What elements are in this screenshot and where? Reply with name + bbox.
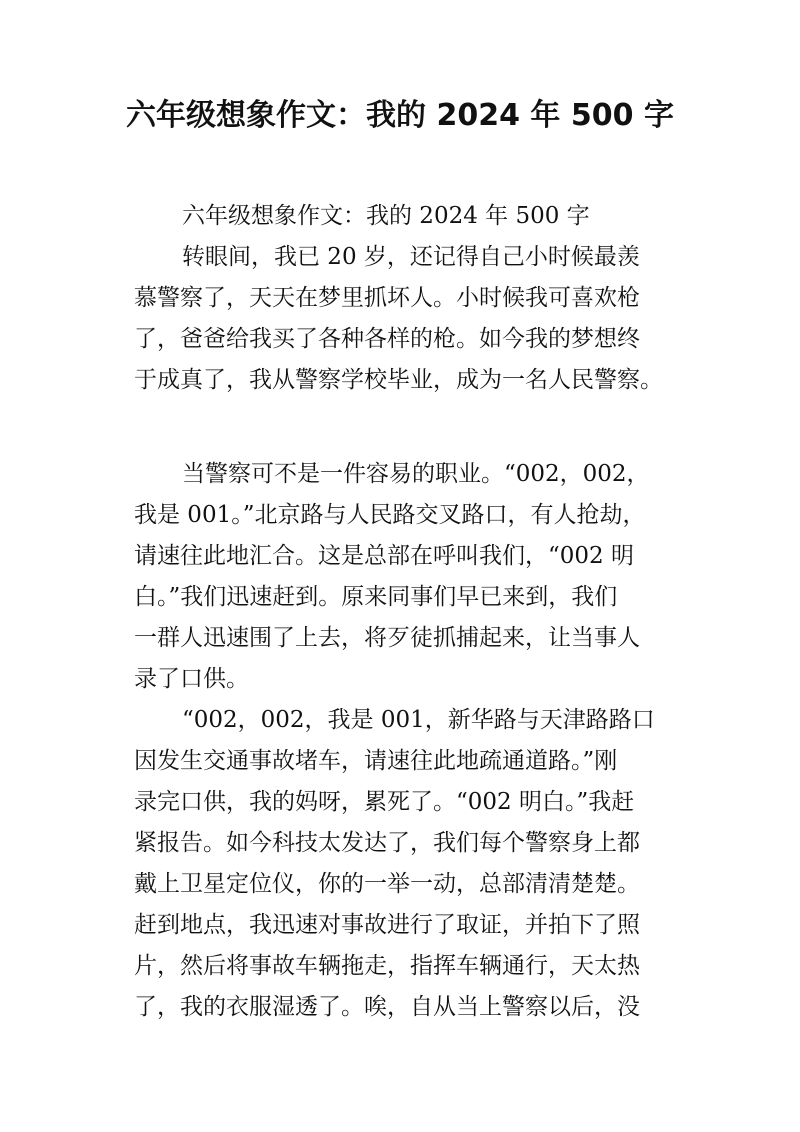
text-line: 慕警察了，天天在梦里抓坏人。小时候我可喜欢枪 [134, 285, 640, 311]
text-line: 六年级想象作文：我的 2024 年 500 字 [182, 203, 590, 229]
document-body [134, 196, 694, 1028]
document-title: 六年级想象作文：我的 2024 年 500 字 [126, 98, 674, 133]
paragraph-gap [134, 401, 694, 454]
text-line: 当警察可不是一件容易的职业。“002，002， [182, 461, 650, 487]
text-line: 因发生交通事故堵车，请速往此地疏通道路。”刚 [134, 748, 618, 774]
text-line: 转眼间，我已 20 岁，还记得自己小时候最羡 [182, 244, 640, 270]
text-line: 录完口供，我的妈呀，累死了。“002 明白。”我赶 [134, 789, 635, 815]
text-line: 白。”我们迅速赶到。原来同事们早已来到，我们 [134, 584, 618, 610]
text-line: 了，爸爸给我买了各种各样的枪。如今我的梦想终 [134, 326, 640, 352]
text-line: 请速往此地汇合。这是总部在呼叫我们，“002 明 [134, 543, 634, 569]
text-line: “002，002，我是 001，新华路与天津路路口 [182, 707, 655, 733]
text-line: 我是 001。”北京路与人民路交叉路口，有人抢劫， [134, 502, 646, 528]
text-line: 戴上卫星定位仪，你的一举一动，总部清清楚楚。 [134, 871, 640, 897]
text-line: 了，我的衣服湿透了。唉，自从当上警察以后，没 [134, 994, 640, 1020]
text-line: 一群人迅速围了上去，将歹徒抓捕起来，让当事人 [134, 625, 640, 651]
text-line: 片，然后将事故车辆拖走，指挥车辆通行，天太热 [134, 953, 640, 979]
text-line: 录了口供。 [134, 666, 249, 692]
text-line: 紧报告。如今科技太发达了，我们每个警察身上都 [134, 830, 640, 856]
text-line: 于成真了，我从警察学校毕业，成为一名人民警察。 [134, 367, 663, 393]
text-line: 赶到地点，我迅速对事故进行了取证，并拍下了照 [134, 912, 640, 938]
